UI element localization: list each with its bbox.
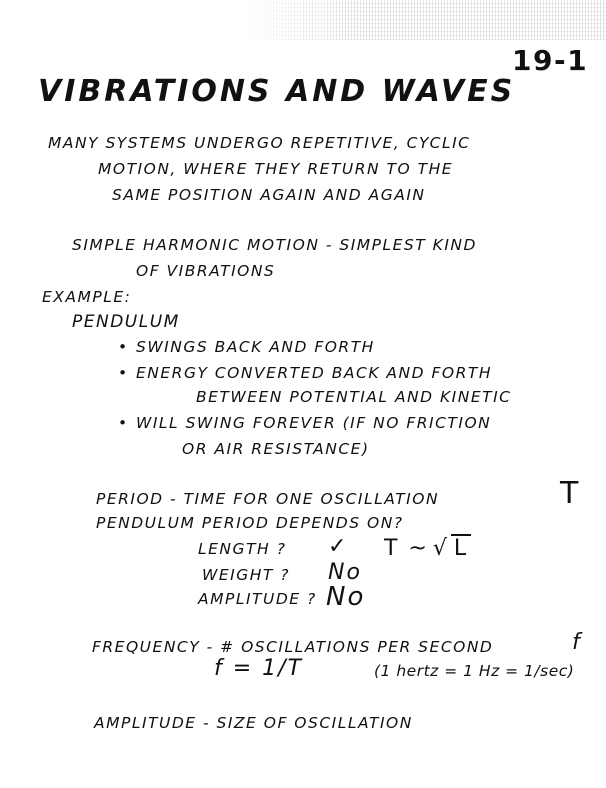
- length-relation: T ~ √ L: [384, 534, 471, 561]
- frequency-formula: f = 1/T: [214, 656, 304, 681]
- period-definition: PERIOD - TIME FOR ONE OSCILLATION: [96, 490, 440, 508]
- scan-artifact: [0, 0, 606, 40]
- bullet-dot: •: [118, 338, 129, 356]
- bullet-3-line-1: WILL SWING FOREVER (IF NO FRICTION: [136, 414, 492, 432]
- length-label: LENGTH ?: [198, 540, 287, 558]
- bullet-dot: •: [118, 364, 129, 382]
- intro-line-2: MOTION, WHERE THEY RETURN TO THE: [98, 160, 454, 178]
- length-relation-text: T ~: [384, 536, 429, 561]
- check-mark: ✓: [328, 534, 349, 559]
- period-depends: PENDULUM PERIOD DEPENDS ON?: [96, 514, 404, 532]
- weight-answer: No: [328, 560, 362, 585]
- frequency-definition: FREQUENCY - # OSCILLATIONS PER SECOND: [92, 638, 494, 656]
- amplitude-label: AMPLITUDE ?: [198, 590, 317, 608]
- shm-line-2: OF VIBRATIONS: [136, 262, 276, 280]
- bullet-1-line-1: SWINGS BACK AND FORTH: [136, 338, 375, 356]
- example-label: EXAMPLE:: [42, 288, 132, 306]
- example-subject: PENDULUM: [72, 312, 180, 332]
- period-symbol: T: [560, 476, 579, 511]
- weight-label: WEIGHT ?: [202, 566, 290, 584]
- bullet-2-line-2: BETWEEN POTENTIAL AND KINETIC: [196, 388, 512, 406]
- amplitude-answer: No: [326, 582, 366, 612]
- amplitude-definition: AMPLITUDE - SIZE OF OSCILLATION: [94, 714, 413, 732]
- frequency-units: (1 hertz = 1 Hz = 1/sec): [374, 662, 575, 680]
- frequency-symbol: f: [572, 630, 582, 655]
- intro-line-1: MANY SYSTEMS UNDERGO REPETITIVE, CYCLIC: [48, 134, 471, 152]
- bullet-dot: •: [118, 414, 129, 432]
- page-title: VIBRATIONS AND WAVES: [38, 74, 516, 109]
- length-sqrt-term: L: [451, 534, 471, 561]
- shm-line-1: SIMPLE HARMONIC MOTION - SIMPLEST KIND: [72, 236, 477, 254]
- page-number: 19-1: [512, 44, 589, 77]
- bullet-2-line-1: ENERGY CONVERTED BACK AND FORTH: [136, 364, 492, 382]
- bullet-3-line-2: OR AIR RESISTANCE): [182, 440, 370, 458]
- intro-line-3: SAME POSITION AGAIN AND AGAIN: [112, 186, 426, 204]
